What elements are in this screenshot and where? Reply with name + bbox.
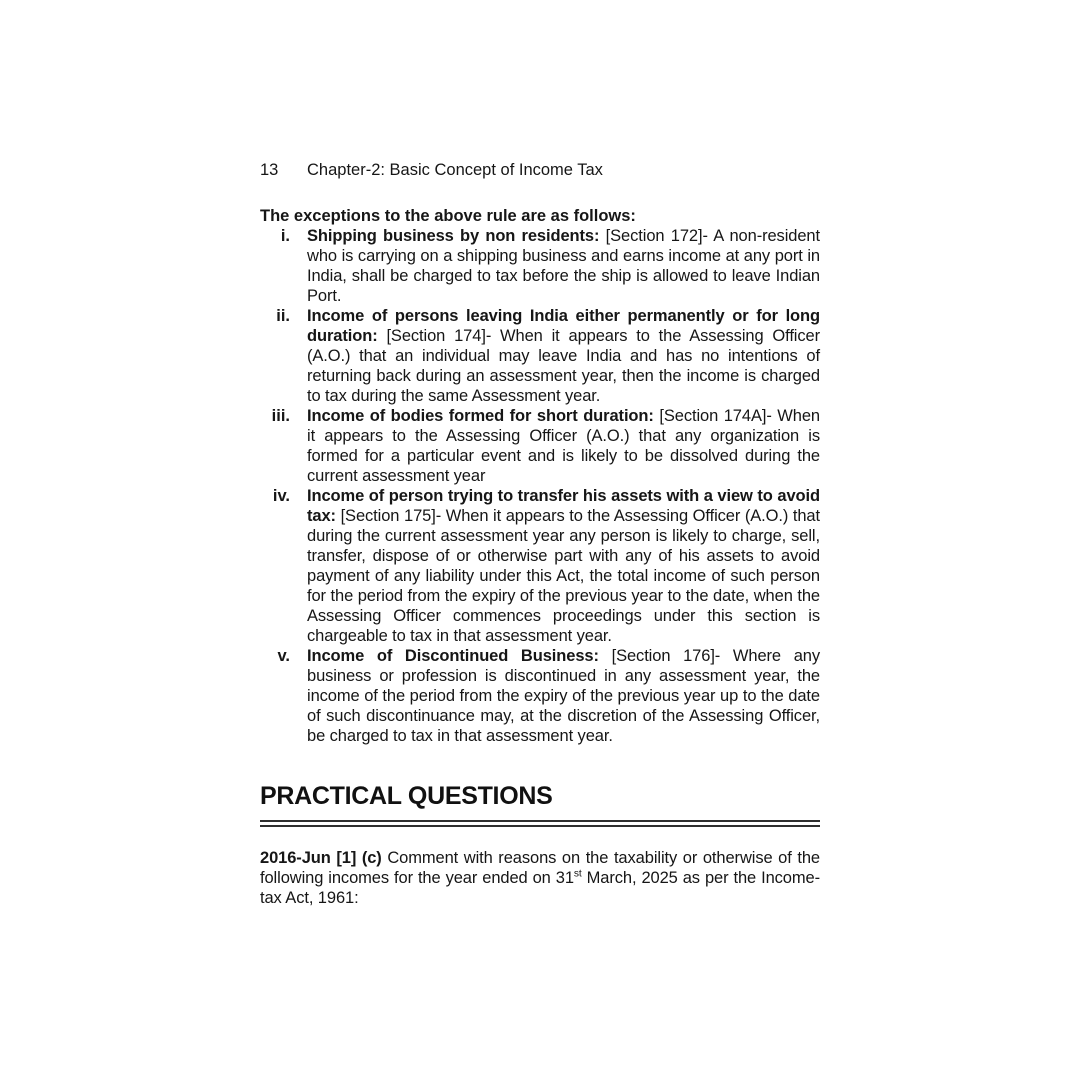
chapter-title: Chapter-2: Basic Concept of Income Tax	[307, 161, 603, 179]
item-body: [Section 174]- When it appears to the Assessing Officer (A.O.) that an individual may leave India and has no intentions of returning back during an assessment year, then the income is charged to tax during the same Assessment year.	[307, 327, 820, 405]
list-item	[260, 306, 820, 406]
item-lead: Shipping business by non residents:	[307, 227, 600, 245]
item-body: [Section 172]- A non-resident who is carrying on a shipping business and earns income at any port in India, shall be charged to tax before the ship is allowed to leave Indian Port.	[307, 227, 820, 305]
item-body: [Section 174A]- When it appears to the Assessing Officer (A.O.) that any organization is formed for a particular event and is likely to be dissolved during the current assessment year	[307, 407, 820, 485]
list-marker: iv.	[272, 487, 290, 505]
list-marker: v.	[277, 647, 290, 665]
question-text-before-sup: Comment with reasons on the taxability or otherwise of the following incomes for the year ended on 31	[260, 849, 820, 887]
list-marker: ii.	[276, 307, 290, 325]
intro-line: The exceptions to the above rule are as follows:	[260, 207, 636, 225]
list-item-text	[307, 406, 820, 486]
list-marker: iii.	[271, 407, 290, 425]
list-item-text	[307, 486, 820, 646]
section-divider	[260, 820, 820, 827]
list-item-text	[307, 306, 820, 406]
item-lead: Income of bodies formed for short duration:	[307, 407, 654, 425]
question-paragraph	[260, 848, 820, 908]
item-body: [Section 175]- When it appears to the Assessing Officer (A.O.) that during the current assessment year any person is likely to charge, sell, transfer, dispose of or otherwise part with any of his assets to avoid payment of any liability under this Act, the total income of such person for the period from the expiry of the previous year to the date, when the Assessing Officer commences proceedings under this section is chargeable to tax in that assessment year.	[307, 507, 820, 645]
item-lead: Income of Discontinued Business:	[307, 647, 599, 665]
item-lead: Income of persons leaving India either permanently or for long duration:	[307, 307, 820, 345]
list-marker: i.	[280, 227, 290, 245]
list-item	[260, 646, 820, 746]
list-item-text	[307, 226, 820, 306]
item-lead: Income of person trying to transfer his assets with a view to avoid tax:	[307, 487, 820, 525]
section-heading: PRACTICAL QUESTIONS	[260, 782, 553, 810]
question-label: 2016-Jun [1] (c)	[260, 849, 382, 867]
list-item-text	[307, 646, 820, 746]
exceptions-list	[260, 226, 820, 746]
running-header	[260, 160, 820, 180]
list-item	[260, 226, 820, 306]
page-number: 13	[260, 161, 279, 179]
list-item	[260, 486, 820, 646]
ordinal-superscript: st	[573, 868, 582, 880]
item-body: [Section 176]- Where any business or profession is discontinued in any assessment year, the income of the period from the expiry of the previous year up to the date of such discontinuance may, at the discretion of the Assessing Officer, be charged to tax in that assessment year.	[307, 647, 820, 745]
question-text-after-sup: March, 2025 as per the Income-tax Act, 1961:	[260, 869, 820, 907]
page-content	[260, 160, 820, 908]
list-item	[260, 406, 820, 486]
